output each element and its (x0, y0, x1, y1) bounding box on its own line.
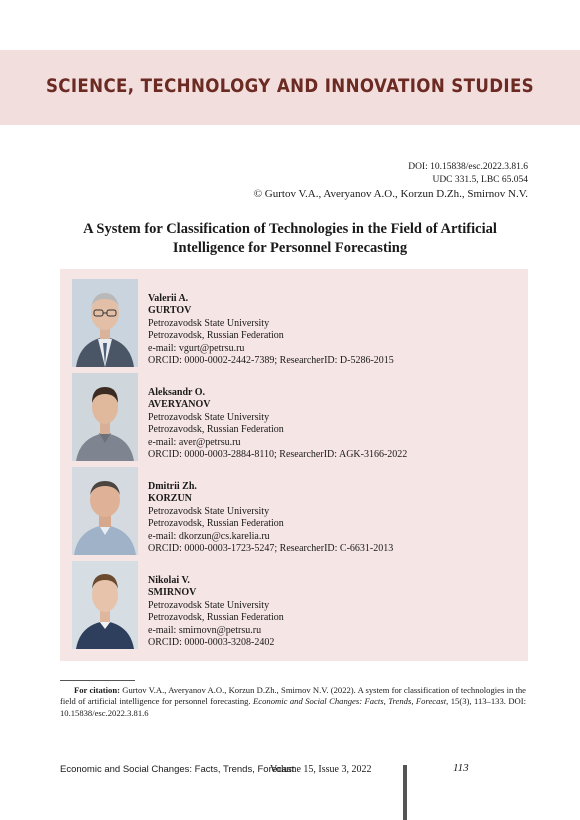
author-photo (72, 373, 138, 461)
citation-label: For citation: (74, 685, 120, 695)
author-affiliation: Petrozavodsk State University (148, 505, 270, 517)
author-first-name: Valerii A. (148, 293, 189, 304)
author-card (72, 467, 522, 555)
footer-journal: Economic and Social Changes: Facts, Trends, Forecast (60, 764, 295, 775)
udc: UDC 331.5, LBC 65.054 (432, 175, 528, 185)
author-email[interactable]: e-mail: aver@petrsu.ru (148, 436, 241, 448)
author-ids: ORCID: 0000-0002-2442-7389; ResearcherID: D-5286-2015 (148, 355, 394, 367)
author-ids: ORCID: 0000-0003-2884-8110; ResearcherID: AGK-3166-2022 (148, 449, 408, 461)
author-ids: ORCID: 0000-0003-1723-5247; ResearcherID: C-6631-2013 (148, 543, 394, 555)
author-first-name: Dmitrii Zh. (148, 481, 197, 492)
author-card (72, 561, 522, 649)
author-email[interactable]: e-mail: smirnovn@petrsu.ru (148, 624, 262, 636)
author-last-name: GURTOV (148, 305, 192, 317)
author-affiliation: Petrozavodsk State University (148, 411, 270, 423)
doi: DOI: 10.15838/esc.2022.3.81.6 (408, 162, 528, 172)
author-affiliation: Petrozavodsk State University (148, 317, 270, 329)
citation-footnote (60, 685, 526, 719)
author-last-name: AVERYANOV (148, 399, 211, 411)
citation-details: , 15(3), 113–133. DOI: 10.15838/esc.2022.3.81.6 (60, 696, 526, 718)
author-first-name: Nikolai V. (148, 575, 190, 586)
author-photo (72, 467, 138, 555)
author-last-name: KORZUN (148, 493, 192, 505)
footer-divider (403, 765, 407, 820)
author-affiliation: Petrozavodsk State University (148, 599, 270, 611)
authors-box (60, 269, 528, 661)
author-location: Petrozavodsk, Russian Federation (148, 330, 284, 342)
author-last-name: SMIRNOV (148, 587, 197, 599)
author-first-name: Aleksandr O. (148, 387, 206, 398)
footnote-divider (60, 680, 135, 681)
citation-text: Gurtov V.A., Averyanov A.O., Korzun D.Zh., Smirnov N.V. (2022). A system for classification of technologies in the field of artificial intelligence for personnel forecasting. (60, 685, 526, 707)
page-number: 113 (453, 762, 469, 774)
copyright: © Gurtov V.A., Averyanov A.O., Korzun D.Zh., Smirnov N.V. (253, 188, 528, 200)
author-location: Petrozavodsk, Russian Federation (148, 424, 284, 436)
author-photo (72, 279, 138, 367)
author-card (72, 373, 522, 461)
article-title: A System for Classification of Technologies in the Field of Artificial Intelligence for Personnel Forecasting (83, 221, 497, 256)
author-location: Petrozavodsk, Russian Federation (148, 612, 284, 624)
author-ids: ORCID: 0000-0003-3208-2402 (148, 637, 275, 649)
author-email[interactable]: e-mail: vgurt@petrsu.ru (148, 342, 245, 354)
author-location: Petrozavodsk, Russian Federation (148, 518, 284, 530)
author-photo (72, 561, 138, 649)
citation-journal: Economic and Social Changes: Facts, Trends, Forecast (253, 696, 447, 707)
footer-volume: Volume 15, Issue 3, 2022 (270, 764, 372, 775)
section-title: SCIENCE, TECHNOLOGY AND INNOVATION STUDIES (45, 76, 535, 97)
author-card (72, 279, 522, 367)
author-email[interactable]: e-mail: dkorzun@cs.karelia.ru (148, 530, 270, 542)
